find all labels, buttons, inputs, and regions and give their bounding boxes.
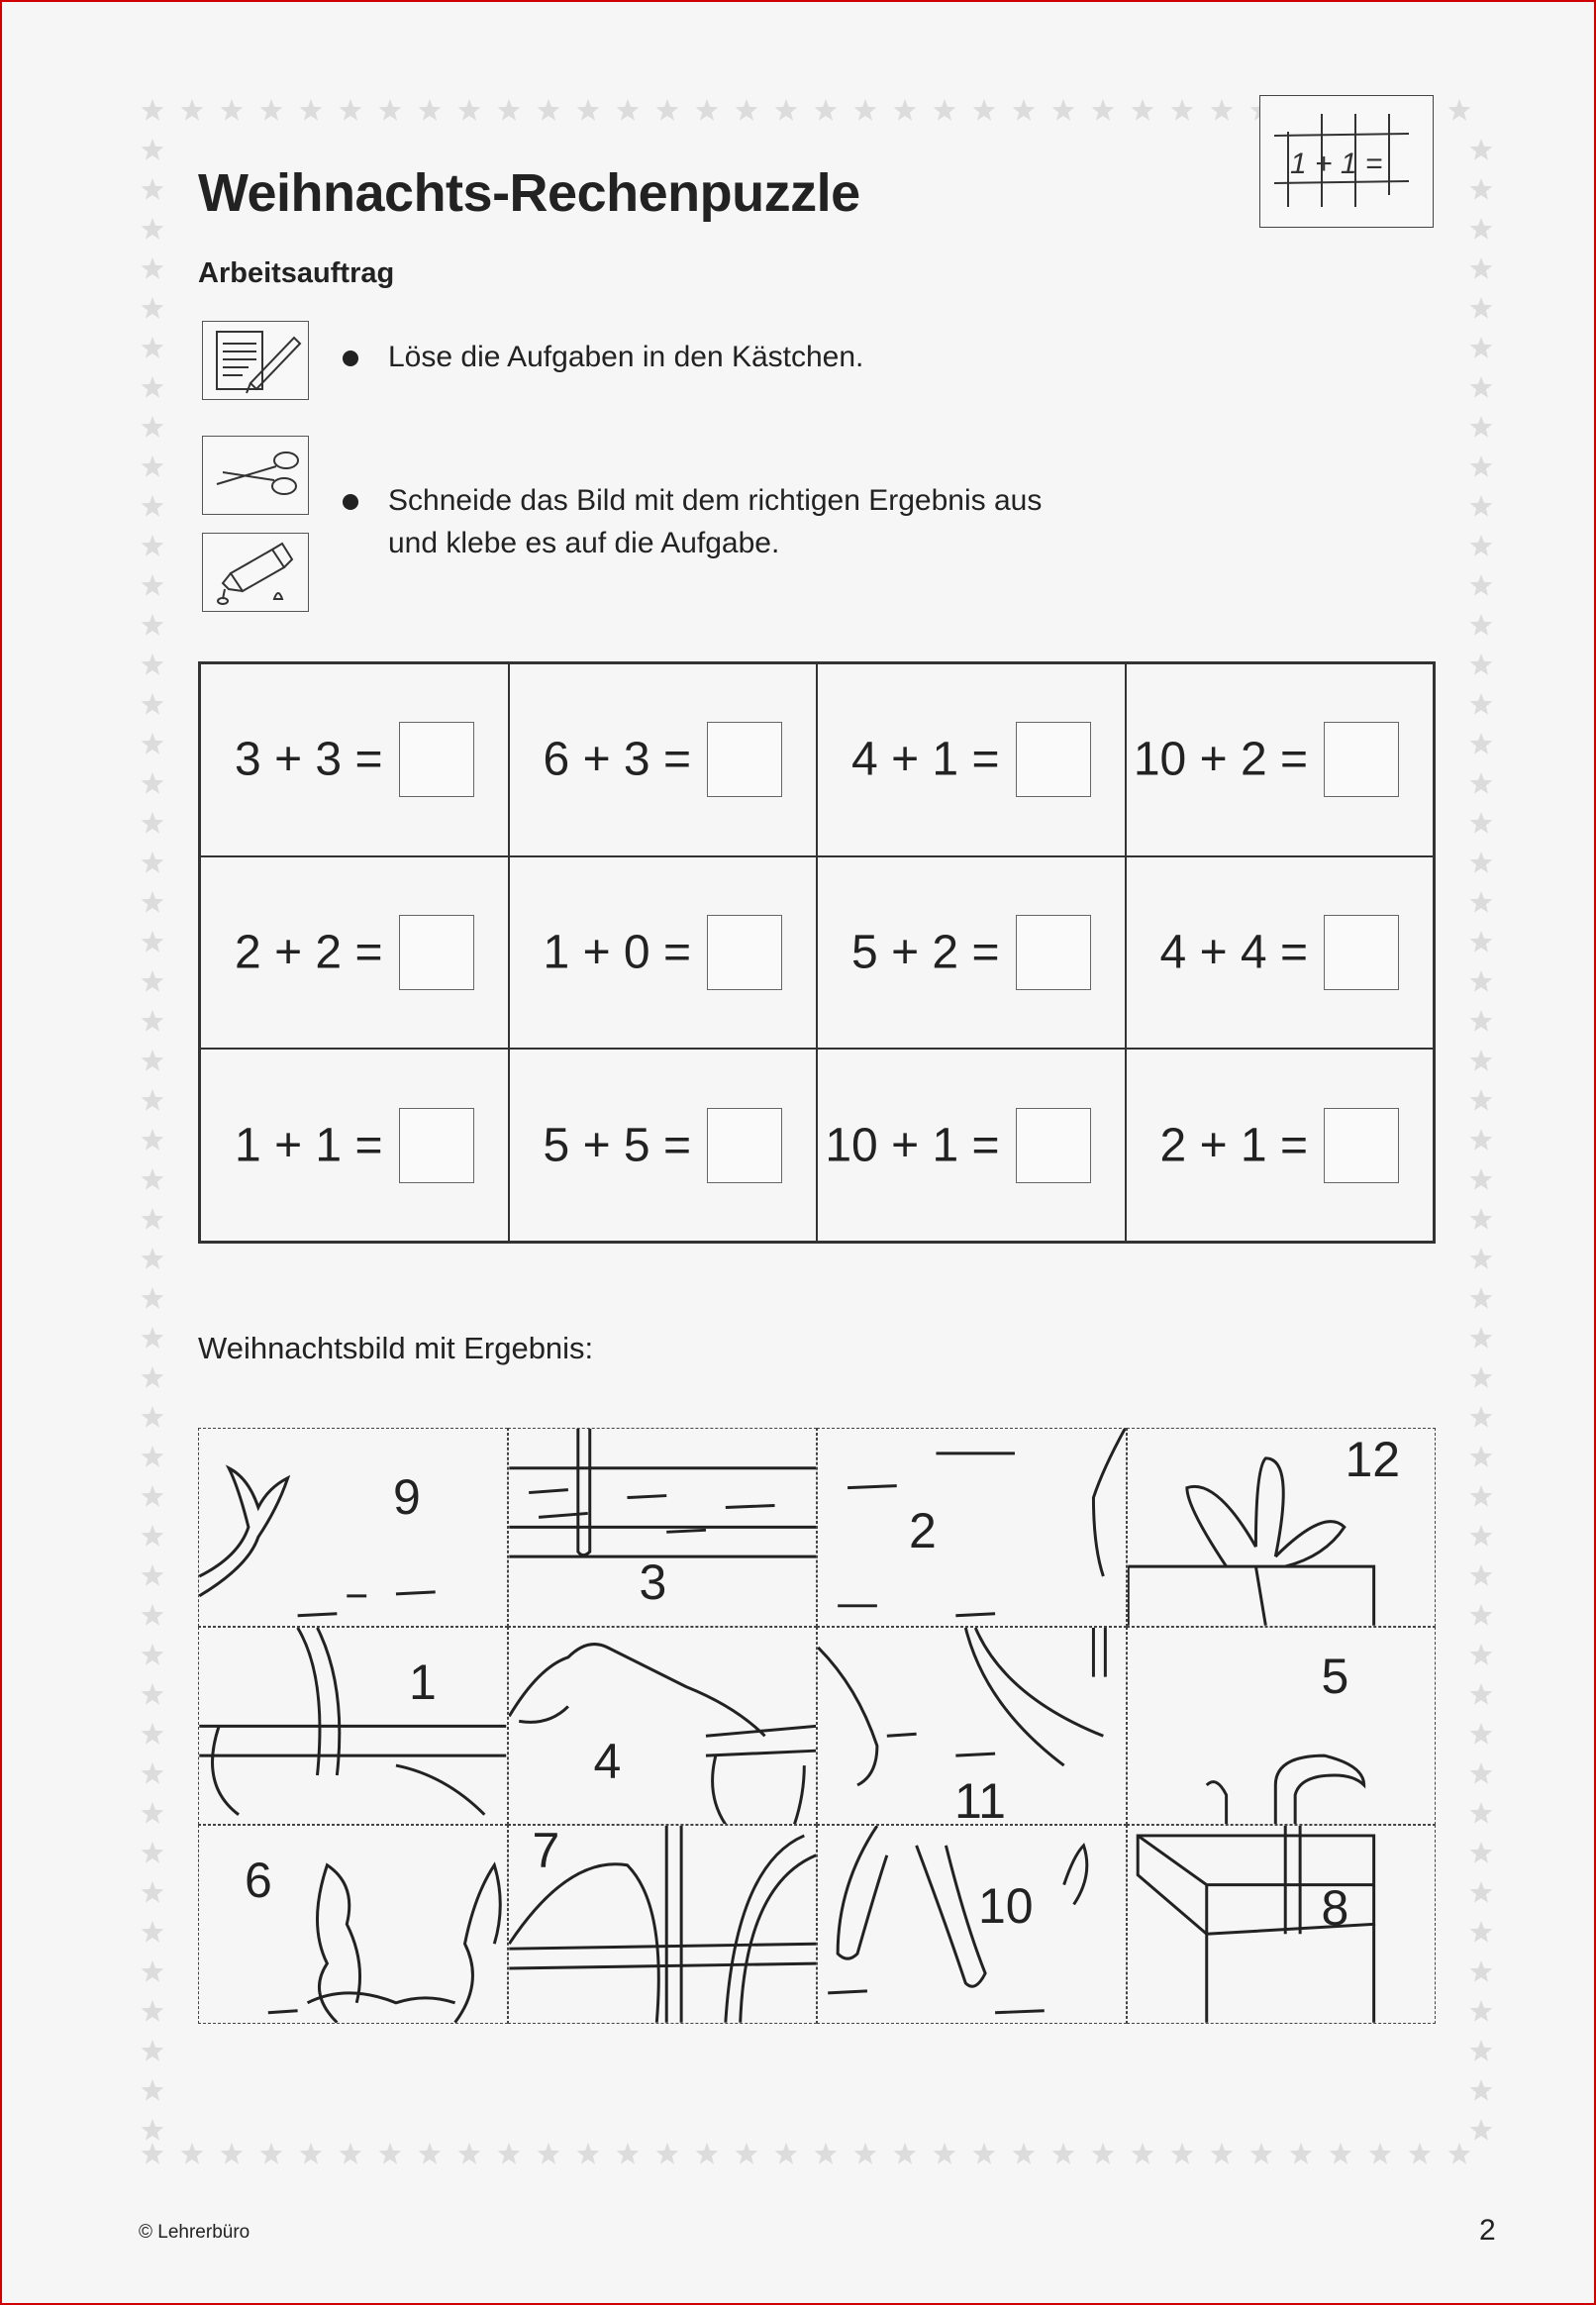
task-cell xyxy=(1126,1049,1435,1242)
puzzle-piece[interactable] xyxy=(1127,1825,1437,2024)
star-decoration xyxy=(577,99,600,121)
instructions-heading: Arbeitsauftrag xyxy=(198,257,395,289)
star-decoration xyxy=(1470,1921,1493,1943)
task-equation: 4 + 1 = xyxy=(851,733,1000,786)
star-decoration xyxy=(815,2143,838,2164)
task-equation: 4 + 4 = xyxy=(1159,926,1308,979)
star-decoration xyxy=(1470,376,1493,398)
star-decoration xyxy=(1470,693,1493,715)
puzzle-piece[interactable] xyxy=(817,1627,1127,1829)
star-decoration xyxy=(300,99,323,121)
star-decoration xyxy=(1470,574,1493,596)
star-decoration xyxy=(1470,1366,1493,1388)
instruction-2 xyxy=(388,479,1042,564)
star-decoration xyxy=(1470,1406,1493,1428)
star-decoration xyxy=(142,178,164,200)
answer-box[interactable] xyxy=(1016,915,1091,990)
piece-number: 7 xyxy=(532,1823,560,1879)
star-decoration xyxy=(1470,1525,1493,1547)
puzzle-piece[interactable] xyxy=(198,1428,508,1627)
star-decoration xyxy=(142,812,164,834)
star-decoration xyxy=(142,733,164,754)
answer-box[interactable] xyxy=(707,1108,782,1183)
task-cell xyxy=(1126,663,1435,856)
puzzle-piece[interactable] xyxy=(508,1627,818,1826)
star-decoration xyxy=(1470,178,1493,200)
star-decoration xyxy=(894,2143,917,2164)
piece-number: 4 xyxy=(593,1733,622,1789)
star-decoration xyxy=(1470,970,1493,992)
piece-number: 5 xyxy=(1321,1648,1349,1704)
star-decoration xyxy=(181,2143,204,2164)
star-decoration xyxy=(498,99,521,121)
star-decoration xyxy=(1470,1960,1493,1982)
star-decoration xyxy=(142,653,164,675)
copyright: © Lehrerbüro xyxy=(139,2222,250,2243)
star-decoration xyxy=(1211,99,1234,121)
star-decoration xyxy=(142,1921,164,1943)
star-decoration xyxy=(1470,1050,1493,1071)
answer-box[interactable] xyxy=(399,915,474,990)
star-decoration xyxy=(1470,139,1493,160)
star-decoration xyxy=(696,99,719,121)
page-number: 2 xyxy=(1479,2214,1496,2247)
piece-number: 6 xyxy=(245,1853,272,1909)
star-decoration xyxy=(142,1802,164,1824)
task-equation: 2 + 2 = xyxy=(235,926,383,979)
star-decoration xyxy=(142,2119,164,2141)
star-decoration xyxy=(973,2143,996,2164)
task-cell xyxy=(817,856,1126,1050)
piece-number: 10 xyxy=(978,1878,1034,1935)
puzzle-piece[interactable] xyxy=(508,1825,818,2024)
star-decoration xyxy=(340,99,362,121)
instruction-1-line-1: Löse die Aufgaben in den Kästchen. xyxy=(388,341,864,373)
star-decoration xyxy=(1470,1327,1493,1349)
puzzle-picture xyxy=(198,1428,1436,2024)
star-decoration xyxy=(538,2143,560,2164)
scissors-icon xyxy=(202,436,309,515)
star-decoration xyxy=(1092,2143,1115,2164)
star-decoration xyxy=(142,2040,164,2061)
star-decoration xyxy=(1171,2143,1194,2164)
piece-number: 8 xyxy=(1321,1880,1349,1937)
task-cell xyxy=(200,856,509,1050)
star-decoration xyxy=(142,1168,164,1190)
page-title: Weihnachts-Rechenpuzzle xyxy=(198,163,860,223)
task-cell xyxy=(200,1049,509,1242)
star-decoration xyxy=(142,1129,164,1151)
star-decoration xyxy=(1470,297,1493,319)
star-decoration xyxy=(1470,495,1493,517)
star-decoration xyxy=(419,2143,442,2164)
star-decoration xyxy=(142,337,164,358)
star-decoration xyxy=(1470,1564,1493,1586)
star-decoration xyxy=(1470,2079,1493,2101)
star-decoration xyxy=(1470,1802,1493,1824)
star-decoration xyxy=(142,218,164,240)
star-decoration xyxy=(419,99,442,121)
instruction-2-line-2: und klebe es auf die Aufgabe. xyxy=(388,527,780,559)
star-decoration xyxy=(1448,2143,1471,2164)
star-decoration xyxy=(142,1644,164,1665)
puzzle-piece[interactable] xyxy=(817,1428,1127,1627)
star-decoration xyxy=(142,1287,164,1309)
star-decoration xyxy=(142,1564,164,1586)
star-decoration xyxy=(458,99,481,121)
star-decoration xyxy=(1470,1485,1493,1507)
star-decoration xyxy=(142,1406,164,1428)
star-decoration xyxy=(142,2079,164,2101)
writing-icon xyxy=(202,321,309,400)
star-decoration xyxy=(142,1604,164,1626)
star-decoration xyxy=(142,297,164,319)
star-decoration xyxy=(1470,1842,1493,1863)
star-decoration xyxy=(1470,1644,1493,1665)
answer-box[interactable] xyxy=(399,722,474,797)
star-decoration xyxy=(1470,1881,1493,1903)
star-decoration xyxy=(1470,1129,1493,1151)
bullet xyxy=(343,351,358,366)
star-decoration xyxy=(142,574,164,596)
star-decoration xyxy=(142,1366,164,1388)
star-decoration xyxy=(973,99,996,121)
star-decoration xyxy=(142,693,164,715)
star-decoration xyxy=(1470,852,1493,873)
star-decoration xyxy=(934,2143,956,2164)
star-decoration xyxy=(142,2143,164,2164)
star-decoration xyxy=(1470,1168,1493,1190)
task-cell xyxy=(509,1049,818,1242)
piece-number: 2 xyxy=(909,1503,937,1558)
answer-box[interactable] xyxy=(1016,1108,1091,1183)
star-decoration xyxy=(1470,218,1493,240)
star-decoration xyxy=(260,2143,283,2164)
star-decoration xyxy=(1470,2040,1493,2061)
star-decoration xyxy=(1470,257,1493,279)
task-equation: 10 + 1 = xyxy=(825,1119,1000,1172)
task-cell xyxy=(509,856,818,1050)
star-decoration xyxy=(736,2143,758,2164)
star-decoration xyxy=(1013,2143,1036,2164)
star-decoration xyxy=(1470,1683,1493,1705)
instruction-2-line-1: Schneide das Bild mit dem richtigen Ergebnis aus xyxy=(388,484,1043,517)
star-decoration xyxy=(1470,337,1493,358)
star-decoration xyxy=(538,99,560,121)
piece-number: 11 xyxy=(954,1772,1006,1829)
star-decoration xyxy=(1013,99,1036,121)
task-grid xyxy=(198,661,1436,1244)
star-decoration xyxy=(142,614,164,636)
star-decoration xyxy=(775,99,798,121)
star-decoration xyxy=(379,99,402,121)
star-decoration xyxy=(656,2143,679,2164)
glue-icon xyxy=(202,533,309,612)
puzzle-piece[interactable] xyxy=(508,1428,818,1627)
task-cell xyxy=(509,663,818,856)
star-decoration xyxy=(1171,99,1194,121)
star-decoration xyxy=(854,99,877,121)
task-equation: 5 + 2 = xyxy=(851,926,1000,979)
star-decoration xyxy=(221,99,244,121)
star-decoration xyxy=(142,772,164,794)
star-decoration xyxy=(142,1881,164,1903)
star-decoration xyxy=(1470,1287,1493,1309)
reindeer-body-drawing xyxy=(199,1628,507,1825)
reindeer-antler-drawing xyxy=(199,1429,507,1626)
star-decoration xyxy=(1052,99,1075,121)
star-decoration xyxy=(142,1723,164,1745)
star-decoration xyxy=(1132,99,1154,121)
star-decoration xyxy=(617,2143,640,2164)
puzzle-piece[interactable] xyxy=(1127,1627,1437,1826)
reindeer-head-drawing xyxy=(509,1628,817,1825)
star-decoration xyxy=(1211,2143,1234,2164)
star-decoration xyxy=(142,99,164,121)
star-decoration xyxy=(142,852,164,873)
star-decoration xyxy=(142,1446,164,1467)
star-decoration xyxy=(142,1010,164,1032)
star-decoration xyxy=(1470,535,1493,556)
star-decoration xyxy=(696,2143,719,2164)
star-decoration xyxy=(142,970,164,992)
answer-box[interactable] xyxy=(1324,1108,1399,1183)
puzzle-piece[interactable] xyxy=(198,1627,508,1826)
star-decoration xyxy=(458,2143,481,2164)
task-equation: 2 + 1 = xyxy=(1159,1119,1308,1172)
star-decoration xyxy=(142,416,164,438)
star-decoration xyxy=(1470,2119,1493,2141)
piece-number: 9 xyxy=(393,1469,421,1525)
task-cell xyxy=(817,663,1126,856)
star-decoration xyxy=(142,1762,164,1784)
task-equation: 3 + 3 = xyxy=(235,733,383,786)
puzzle-piece[interactable] xyxy=(817,1825,1127,2024)
star-decoration xyxy=(142,1050,164,1071)
star-decoration xyxy=(1470,2000,1493,2022)
star-decoration xyxy=(1470,733,1493,754)
star-decoration xyxy=(1470,1723,1493,1745)
task-equation: 1 + 0 = xyxy=(543,926,691,979)
star-decoration xyxy=(142,1842,164,1863)
star-decoration xyxy=(142,1485,164,1507)
star-decoration xyxy=(1470,812,1493,834)
star-decoration xyxy=(1330,2143,1352,2164)
star-decoration xyxy=(498,2143,521,2164)
star-decoration xyxy=(934,99,956,121)
star-decoration xyxy=(1409,2143,1432,2164)
star-decoration xyxy=(1470,931,1493,952)
star-decoration xyxy=(1470,772,1493,794)
star-decoration xyxy=(577,2143,600,2164)
star-decoration xyxy=(142,1327,164,1349)
picture-label: Weihnachtsbild mit Ergebnis: xyxy=(198,1331,594,1365)
star-decoration xyxy=(815,99,838,121)
star-decoration xyxy=(142,376,164,398)
answer-box[interactable] xyxy=(399,1108,474,1183)
puzzle-piece[interactable] xyxy=(198,1825,508,2024)
task-equation: 1 + 1 = xyxy=(235,1119,383,1172)
star-decoration xyxy=(1470,614,1493,636)
star-decoration xyxy=(142,1683,164,1705)
star-decoration xyxy=(1470,455,1493,477)
star-decoration xyxy=(142,1960,164,1982)
logo-text: 1 + 1 = xyxy=(1290,148,1383,180)
star-decoration xyxy=(142,1089,164,1111)
star-decoration xyxy=(1470,1604,1493,1626)
bullet xyxy=(343,494,358,510)
star-decoration xyxy=(260,99,283,121)
star-decoration xyxy=(300,2143,323,2164)
star-decoration xyxy=(1470,1248,1493,1269)
task-cell xyxy=(200,663,509,856)
piece-number: 3 xyxy=(639,1554,667,1610)
task-equation: 10 + 2 = xyxy=(1133,733,1308,786)
answer-box[interactable] xyxy=(1324,915,1399,990)
hoof-drawing xyxy=(818,1826,1126,2023)
star-decoration xyxy=(854,2143,877,2164)
star-decoration xyxy=(221,2143,244,2164)
star-decoration xyxy=(894,99,917,121)
star-decoration xyxy=(736,99,758,121)
logo-math-icon xyxy=(1259,95,1434,228)
star-decoration xyxy=(1092,99,1115,121)
piece-number: 1 xyxy=(409,1654,437,1710)
piece-number: 12 xyxy=(1345,1432,1401,1487)
star-decoration xyxy=(142,455,164,477)
task-equation: 6 + 3 = xyxy=(543,733,691,786)
star-decoration xyxy=(142,257,164,279)
star-decoration xyxy=(617,99,640,121)
star-decoration xyxy=(656,99,679,121)
task-cell xyxy=(1126,856,1435,1050)
instruction-1 xyxy=(388,336,863,378)
star-decoration xyxy=(1369,2143,1392,2164)
star-decoration xyxy=(142,891,164,913)
leg-drawing xyxy=(818,1429,1126,1626)
task-equation: 5 + 5 = xyxy=(543,1119,691,1172)
star-decoration xyxy=(142,1248,164,1269)
star-decoration xyxy=(142,535,164,556)
star-decoration xyxy=(1052,2143,1075,2164)
star-decoration xyxy=(1470,1089,1493,1111)
star-decoration xyxy=(1470,1010,1493,1032)
star-decoration xyxy=(1470,1446,1493,1467)
star-decoration xyxy=(181,99,204,121)
star-decoration xyxy=(142,1525,164,1547)
gift-box-drawing xyxy=(1128,1826,1436,2023)
star-decoration xyxy=(1470,891,1493,913)
star-decoration xyxy=(1448,99,1471,121)
answer-box[interactable] xyxy=(1324,722,1399,797)
star-decoration xyxy=(142,931,164,952)
star-decoration xyxy=(1250,2143,1273,2164)
star-decoration xyxy=(1132,2143,1154,2164)
star-decoration xyxy=(340,2143,362,2164)
star-decoration xyxy=(142,495,164,517)
answer-box[interactable] xyxy=(1016,722,1091,797)
star-decoration xyxy=(1470,1208,1493,1230)
star-decoration xyxy=(1470,416,1493,438)
star-decoration xyxy=(142,139,164,160)
star-decoration xyxy=(775,2143,798,2164)
star-decoration xyxy=(142,1208,164,1230)
star-decoration xyxy=(1470,653,1493,675)
answer-box[interactable] xyxy=(707,722,782,797)
cane-drawing xyxy=(1128,1628,1436,1825)
puzzle-piece[interactable] xyxy=(1127,1428,1437,1627)
star-decoration xyxy=(1290,2143,1313,2164)
task-cell xyxy=(817,1049,1126,1242)
answer-box[interactable] xyxy=(707,915,782,990)
star-decoration xyxy=(1470,1762,1493,1784)
star-decoration xyxy=(379,2143,402,2164)
star-decoration xyxy=(142,2000,164,2022)
